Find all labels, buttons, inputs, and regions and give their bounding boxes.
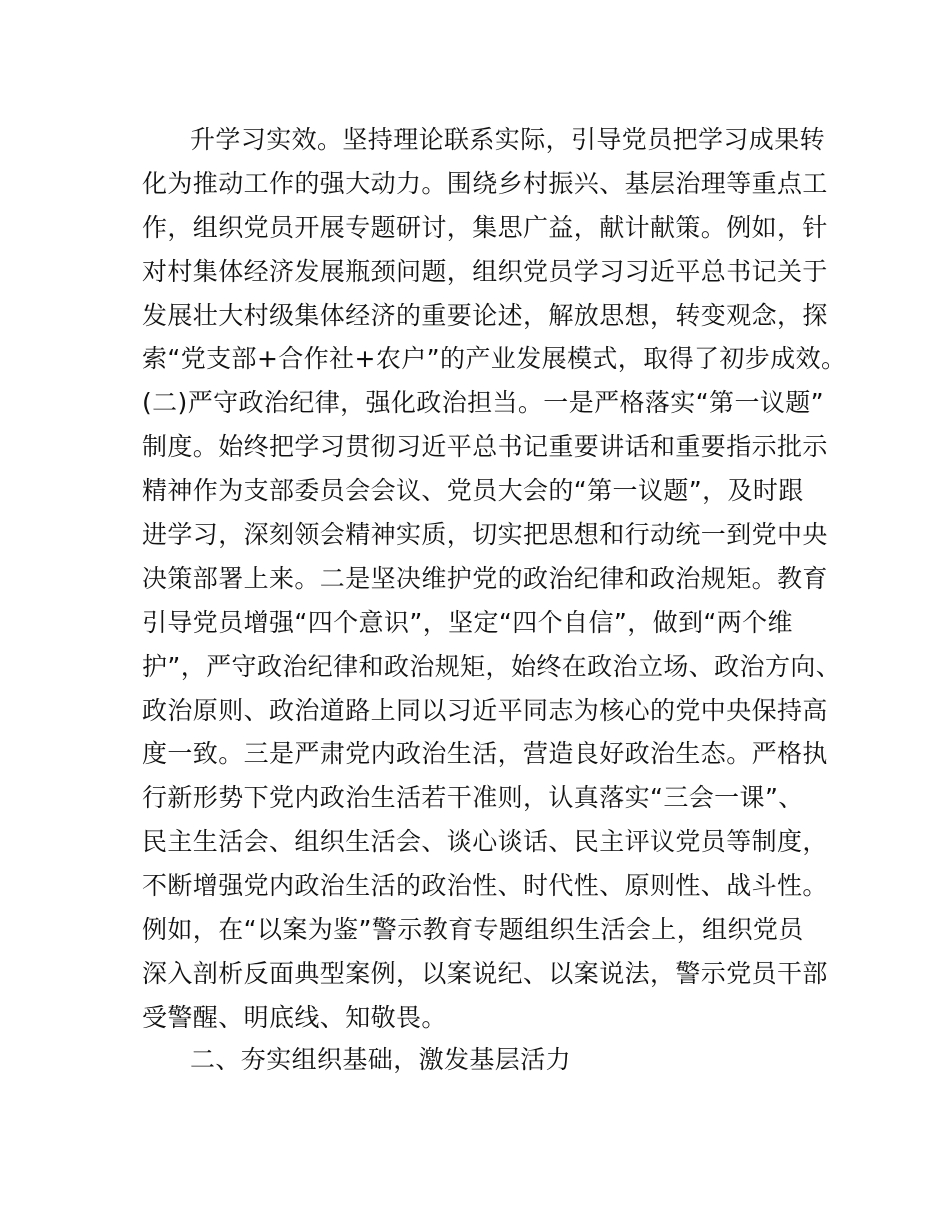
text-line: 决策部署上来。二是坚决维护党的政治纪律和政治规矩。教育 [142, 563, 828, 593]
text-line: 护”，严守政治纪律和政治规矩，始终在政治立场、政治方向、 [142, 651, 842, 681]
text-line: 深入剖析反面典型案例，以案说纪、以案说法，警示党员干部 [142, 958, 828, 988]
text-line: 发展壮大村级集体经济的重要论述，解放思想，转变观念，探 [142, 300, 828, 330]
text-line: 进学习，深刻领会精神实质，切实把思想和行动统一到党中央 [142, 520, 828, 550]
body-text [142, 118, 847, 1040]
text-line: 升学习实效。坚持理论联系实际，引导党员把学习成果转 [190, 125, 826, 154]
text-line: 例如，在“以案为鉴”警示教育专题组织生活会上，组织党员 [142, 915, 804, 945]
text-line: 行新形势下党内政治生活若干准则，认真落实“三会一课”、 [142, 783, 804, 813]
text-line: 政治原则、政治道路上同以习近平同志为核心的党中央保持高 [142, 695, 828, 725]
text-line: 索“党支部+合作社+农户”的产业发展模式，取得了初步成效。 [142, 344, 847, 374]
text-line: 作，组织党员开展专题研讨，集思广益，献计献策。例如，针 [142, 212, 828, 242]
section-heading: 二、夯实组织基础，激发基层活力 [190, 1045, 572, 1074]
text-line: 引导党员增强“四个意识”，坚定“四个自信”，做到“两个维 [142, 607, 793, 637]
text-line: 化为推动工作的强大动力。围绕乡村振兴、基层治理等重点工 [142, 168, 828, 198]
text-line: 精神作为支部委员会会议、党员大会的“第一议题”，及时跟 [142, 476, 804, 506]
text-line: (二)严守政治纪律，强化政治担当。一是严格落实“第一议题” [142, 388, 825, 418]
text-line: 民主生活会、组织生活会、谈心谈话、民主评议党员等制度， [142, 827, 828, 857]
text-line: 受警醒、明底线、知敬畏。 [142, 1002, 447, 1032]
text-line: 度一致。三是严肃党内政治生活，营造良好政治生态。严格执 [142, 739, 828, 769]
text-line: 对村集体经济发展瓶颈问题，组织党员学习习近平总书记关于 [142, 256, 828, 286]
text-line: 制度。始终把学习贯彻习近平总书记重要讲话和重要指示批示 [142, 432, 828, 462]
text-line: 不断增强党内政治生活的政治性、时代性、原则性、战斗性。 [142, 871, 828, 901]
